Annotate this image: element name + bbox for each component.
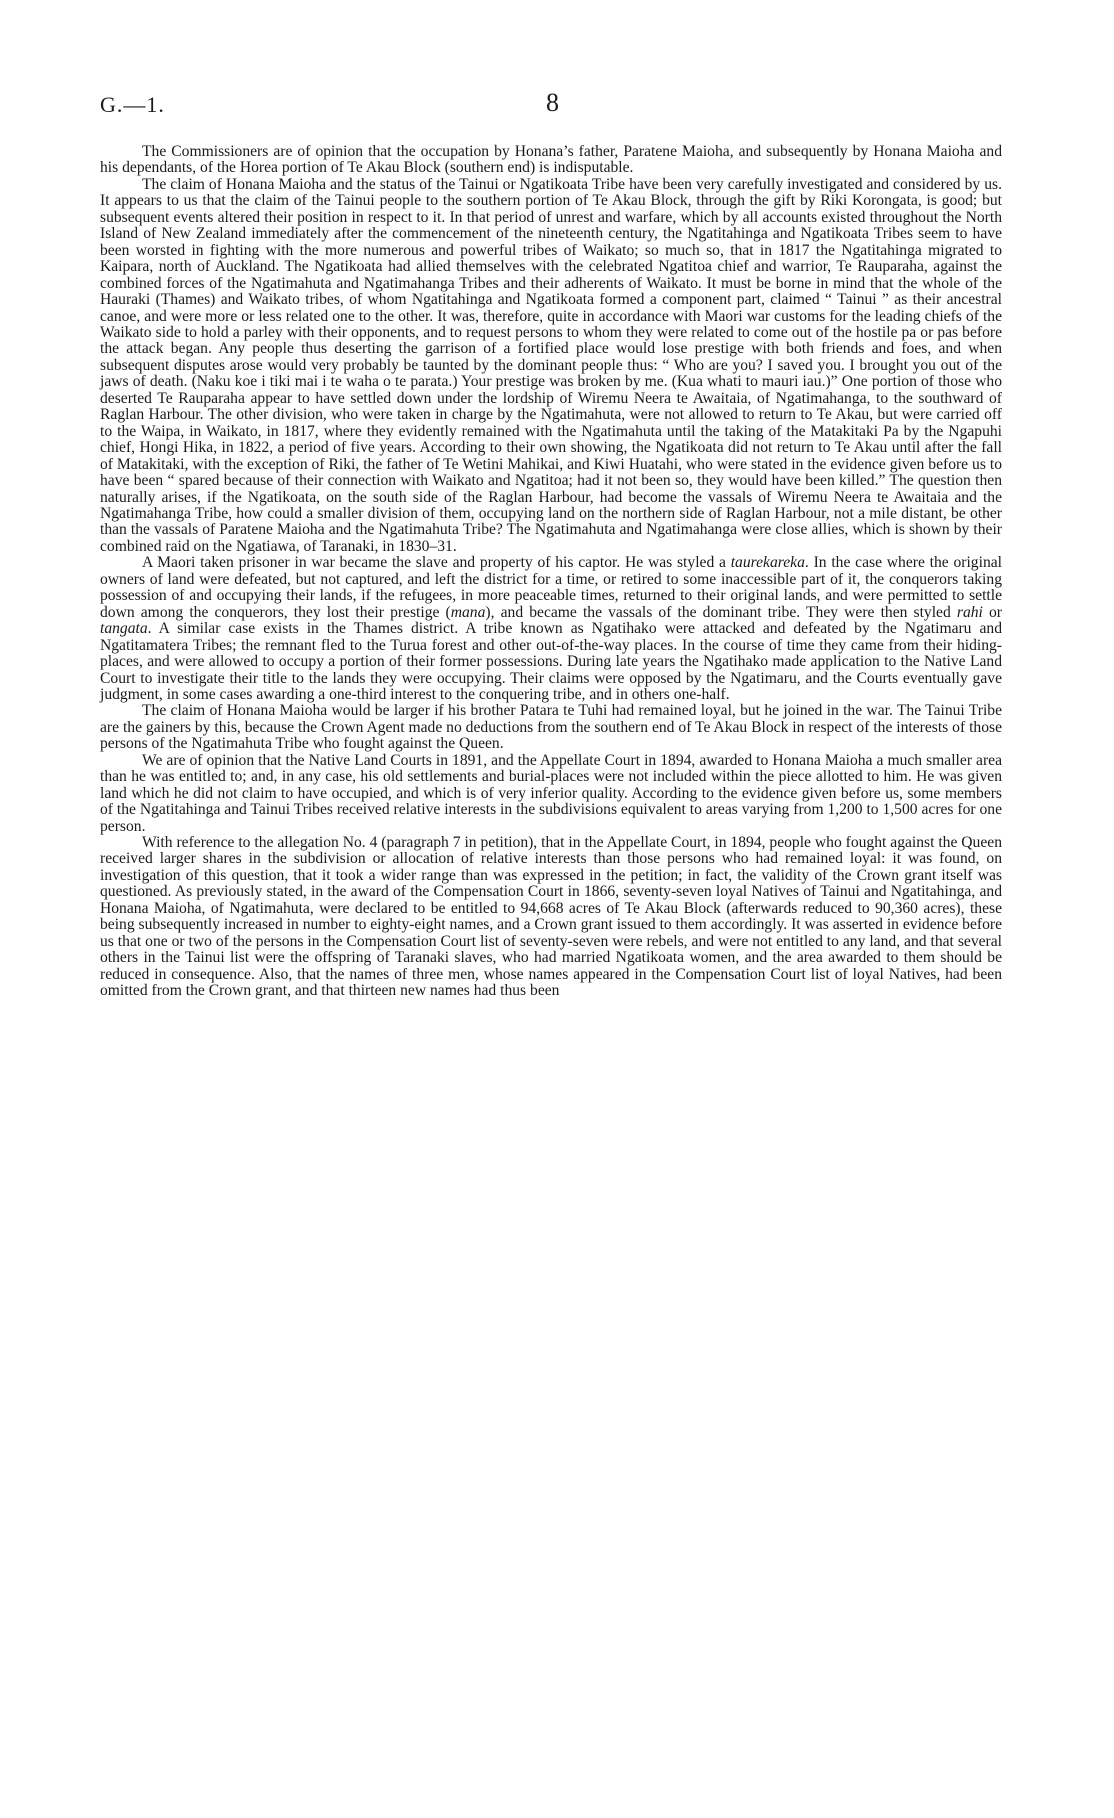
paragraph-text: . In the case where the original owners of land were defeated, but not captured, and left the district for a time, or retired to some inaccessible part of it, the conquerors taking possession of and occupying their lands, if the refugees, in more peaceable times, returned to their original lands, and were permitted to settle down among the conquerors, they lost their prestige ( [100, 554, 1002, 621]
paragraph-5 [100, 753, 1002, 835]
paragraph-3 [100, 555, 1002, 703]
italic-term-rahi: rahi [956, 603, 983, 621]
paragraph-text: The claim of Honana Maioha and the status of the Tainui or Ngatikoata Tribe have been very carefully investigated and considered by us. It appears to us that the claim of the Tainui people to the southern portion of Te Akau Block, through the gift by Riki Korongata, is good; but subsequent events altered their position in respect to it. In that period of unrest and warfare, which by all accounts existed throughout the North Island of New Zealand immediately after the commencement of the nineteenth century, the Ngatitahinga and Ngatikoata Tribes seem to have been worsted in fighting with the more numerous and powerful tribes of Waikato; so much so, that in 1817 the Ngatitahinga migrated to Kaipara, north of Auckland. The Ngatikoata had allied themselves with the celebrated Ngatitoa chief and warrior, Te Rauparaha, against the combined forces of the Ngatimahuta and Ngatimahanga Tribes and their adherents of Waikato. It must be borne in mind that the whole of the Hauraki (Thames) and Waikato tribes, of whom Ngatitahinga and Ngatikoata formed a component part, claimed “ Tainui ” as their ancestral canoe, and were more or less related one to the other. It was, therefore, quite in accordance with Maori war customs for the leading chiefs of the Waikato side to hold a parley with their opponents, and to request persons to whom they were related to come out of the hostile pa or pas before the attack began. Any people thus deserting the garrison of a fortified place would lose prestige with both friends and foes, and when subsequent disputes arose would very probably be taunted by the dominant people thus: “ Who are you? I saved you. I brought you out of the jaws of death. (Naku koe i tiki mai i te waha o te parata.) Your prestige was broken by me. (Kua whati to mauri iau.)” One portion of those who deserted Te Rauparaha appear to have settled down under the lordship of Wiremu Neera te Awaitaia, of Ngatimahanga, to the southward of Raglan Harbour. The other division, who were taken in charge by the Ngatimahuta, were not allowed to return to Te Akau, but were carried off to the Waipa, in Waikato, in 1817, where they evidently remained with the Ngatimahuta until the taking of the Matakitaki Pa by the Ngapuhi chief, Hongi Hika, in 1822, a period of five years. According to their own showing, the Ngatikoata did not return to Te Akau until after the fall of Matakitaki, with the exception of Riki, the father of Te Wetini Mahikai, and Kiwi Huatahi, who were stated in the evidence given before us to have been “ spared because of their connection with Waikato and Ngatitoa; had it not been so, they would have been killed.” The question then naturally arises, if the Ngatikoata, on the south side of the Raglan Harbour, had become the vassals of Wiremu Neera te Awaitaia and the Ngatimahanga Tribe, how could a smaller division of them, occupying land on the northern side of Raglan Harbour, not a mile distant, be other than the vassals of Paratene Maioha and the Ngatimahuta Tribe? The Ngatimahuta and Ngatimahanga were close allies, which is shown by their combined raid on the Ngatiawa, of Taranaki, in 1830–31. [100, 175, 1002, 555]
italic-term-mana: mana [450, 603, 486, 621]
paragraph-6 [100, 835, 1002, 1000]
page-number: 8 [546, 88, 559, 117]
paragraph-4 [100, 703, 1002, 752]
paragraph-text: ), and became the vassals of the dominant tribe. They were then styled [485, 603, 957, 621]
paragraph-text: We are of opinion that the Native Land Courts in 1891, and the Appellate Court in 1894, awarded to Honana Maioha a much smaller area than he was entitled to; and, in any case, his old settlements and burial-places were not included within the piece allotted to him. He was given land which he did not claim to have occupied, and which is of very inferior quality. According to the evidence given before us, some members of the Ngatitahinga and Tainui Tribes received relative interests in the subdivisions equivalent to areas varying from 1,200 to 1,500 acres for one person. [100, 751, 1002, 835]
italic-term-taurekareka: taurekareka [730, 554, 805, 572]
page-header [100, 88, 1000, 132]
paragraph-text: or [982, 603, 1002, 621]
paragraph-text: . A similar case exists in the Thames district. A tribe known as Ngatihako were attacked and defeated by the Ngatimaru and Ngatitamatera Tribes; the remnant fled to the Turua forest and other out-of-the-way places. In the course of time they came from their hiding-places, and were allowed to occupy a portion of their former possessions. During late years the Ngatihako made application to the Native Land Court to investigate their title to the lands they were occupying. Their claims were opposed by the Ngatimaru, and the Courts eventually gave judgment, in some cases awarding a one-third interest to the conquering tribe, and in others one-half. [100, 620, 1002, 703]
paragraph-1 [100, 144, 1002, 177]
paragraph-text: The Commissioners are of opinion that the occupation by Honana’s father, Paratene Maioha, and subsequently by Honana Maioha and his dependants, of the Horea portion of Te Akau Block (southern end) is indisputable. [100, 143, 1002, 177]
italic-term-tangata: tangata [100, 620, 148, 638]
document-code: G.—1. [100, 92, 165, 117]
paragraph-text: The claim of Honana Maioha would be larger if his brother Patara te Tuhi had remained loyal, but he joined in the war. The Tainui Tribe are the gainers by this, because the Crown Agent made no deductions from the southern end of Te Akau Block in respect of the interests of those persons of the Ngatimahuta Tribe who fought against the Queen. [100, 702, 1002, 753]
paragraph-text: A Maori taken prisoner in war became the slave and property of his captor. He was styled a [142, 554, 731, 572]
body-text [100, 144, 1002, 1000]
paragraph-text: With reference to the allegation No. 4 (paragraph 7 in petition), that in the Appellate Court, in 1894, people who fought against the Queen received larger shares in the subdivision or allocation of relative interests than those persons who had remained loyal: it was found, on investigation of this question, that it took a wider range than was expressed in the petition; in fact, the validity of the Crown grant itself was questioned. As previously stated, in the award of the Compensation Court in 1866, seventy-seven loyal Natives of Tainui and Ngatitahinga, and Honana Maioha, of Ngatimahuta, were declared to be entitled to 94,668 acres of Te Akau Block (afterwards reduced to 90,360 acres), these being subsequently increased in number to eighty-eight names, and a Crown grant issued to them accordingly. It was asserted in evidence before us that one or two of the persons in the Compensation Court list of seventy-seven were rebels, and were not entitled to any land, and that several others in the Tainui list were the offspring of Taranaki slaves, who had married Ngatikoata women, and the area awarded to them should be reduced in consequence. Also, that the names of three men, whose names appeared in the Compensation Court list of loyal Natives, had been omitted from the Crown grant, and that thirteen new names had thus been [100, 834, 1002, 1000]
paragraph-2 [100, 177, 1002, 555]
